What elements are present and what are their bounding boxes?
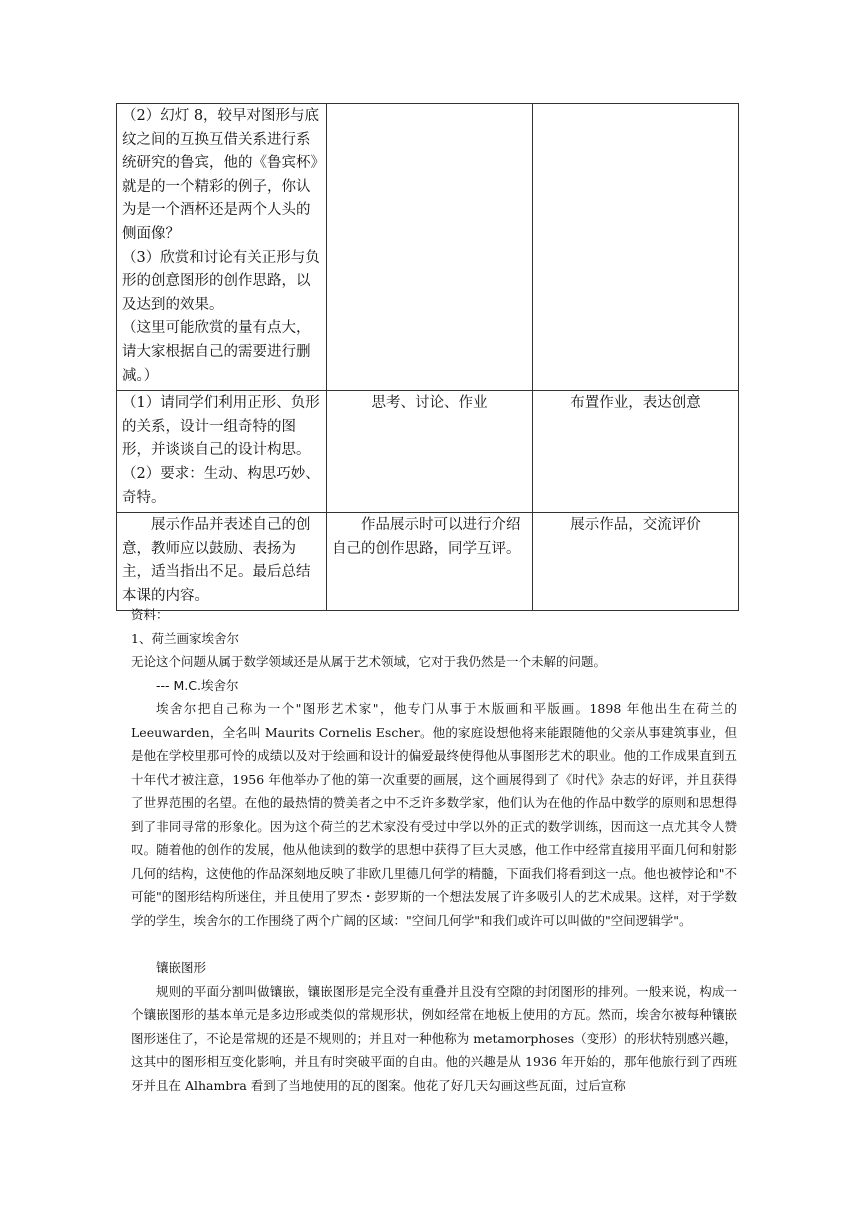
cell-text: （2）要求：生动、构思巧妙、奇特。 (122, 465, 320, 506)
cell-text: （3）欣赏和讨论有关正形与负形的创意图形的创作思路，以及达到的效果。 (122, 249, 320, 313)
table-cell-intent: 布置作业，表达创意 (533, 391, 739, 513)
quote: 无论这个问题从属于数学领域还是从属于艺术领域，它对于我仍然是一个未解的问题。 (131, 654, 607, 669)
table-cell-activity (117, 104, 327, 391)
cell-text: （1）请同学们利用正形、负形的关系，设计一组奇特的图形，并谈谈自己的设计构思。 (122, 395, 320, 459)
paragraph: 规则的平面分割叫做镶嵌，镶嵌图形是完全没有重叠并且没有空隙的封闭图形的排列。一般来说，构成一个镶嵌图形的基本单元是多边形或类似的常规形状，例如经常在地板上使用的方瓦。然而，埃舍尔被每种镶嵌图形迷住了，不论是常规的还是不规则的；并且对一种他称为 metamorphoses（变形）的形状特别感兴趣，这其中的图形相互变化影响，并且有时突破平面的自由。他的兴趣是从 1936 年开始的，那年他旅行到了西班牙并且在 Alhambra 看到了当地使用的瓦的图案。他花了好几天勾画这些瓦面，过后宣称 (131, 983, 737, 1093)
notes-heading: 资料： (131, 607, 169, 622)
table-cell-activity (117, 391, 327, 513)
table-cell-intent: 展示作品，交流评价 (533, 513, 739, 611)
table-row (117, 104, 739, 391)
table-cell-activity: 展示作品并表述自己的创意，教师应以鼓励、表扬为主，适当指出不足。最后总结本课的内容。 (117, 513, 327, 611)
item-title: 1、荷兰画家埃舍尔 (131, 630, 239, 646)
table-cell-student: 思考、讨论、作业 (327, 391, 533, 513)
table-row (117, 513, 739, 611)
paragraph: 埃舍尔把自己称为一个"图形艺术家"，他专门从事于木版画和平版画。1898 年他出生在荷兰的 Leeuwarden，全名叫 Maurits Cornelis Escher。他的家庭设想他将来能跟随他的父亲从事建筑事业，但是他在学校里那可怜的成绩以及对于绘画和设计的偏爱最终使得他从事图形艺术的职业。他的工作成果直到五十年代才被注意，1956 年他举办了他的第一次重要的画展，这个画展得到了《时代》杂志的好评，并且获得了世界范围的名望。在他的最热情的赞美者之中不乏许多数学家，他们认为在他的作品中数学的原则和思想得到了非同寻常的形象化。因为这个荷兰的艺术家没有受过中学以外的正式的数学训练，因而这一点尤其令人赞叹。随着他的创作的发展，他从他读到的数学的思想中获得了巨大灵感，他工作中经常直接用平面几何和射影几何的结构，这使他的作品深刻地反映了非欧几里德几何学的精髓，下面我们将看到这一点。他也被悖论和"不可能"的图形结构所迷住，并且使用了罗杰・彭罗斯的一个想法发展了许多吸引人的艺术成果。这样，对于学数学的学生，埃舍尔的工作围绕了两个广阔的区域："空间几何学"和我们或许可以叫做的"空间逻辑学"。 (131, 701, 737, 928)
table-cell-student: 作品展示时可以进行介绍自己的创作思路，同学互评。 (327, 513, 533, 611)
cell-text: （2）幻灯 8，较早对图形与底纹之间的互换互借关系进行系统研究的鲁宾，他的《鲁宾杯》就是的一个精彩的例子，你认为是一个酒杯还是两个人头的侧面像？ (122, 108, 320, 242)
table-cell-student (327, 104, 533, 391)
table-row (117, 391, 739, 513)
reference-notes (131, 603, 737, 1097)
table-cell-intent (533, 104, 739, 391)
cell-text: （这里可能欣赏的量有点大，请大家根据自己的需要进行删减。） (122, 320, 311, 384)
quote-attribution: --- M.C.埃舍尔 (156, 677, 239, 693)
spacer (131, 932, 737, 956)
lesson-plan-table (116, 103, 739, 611)
section-title: 镶嵌图形 (156, 960, 207, 975)
